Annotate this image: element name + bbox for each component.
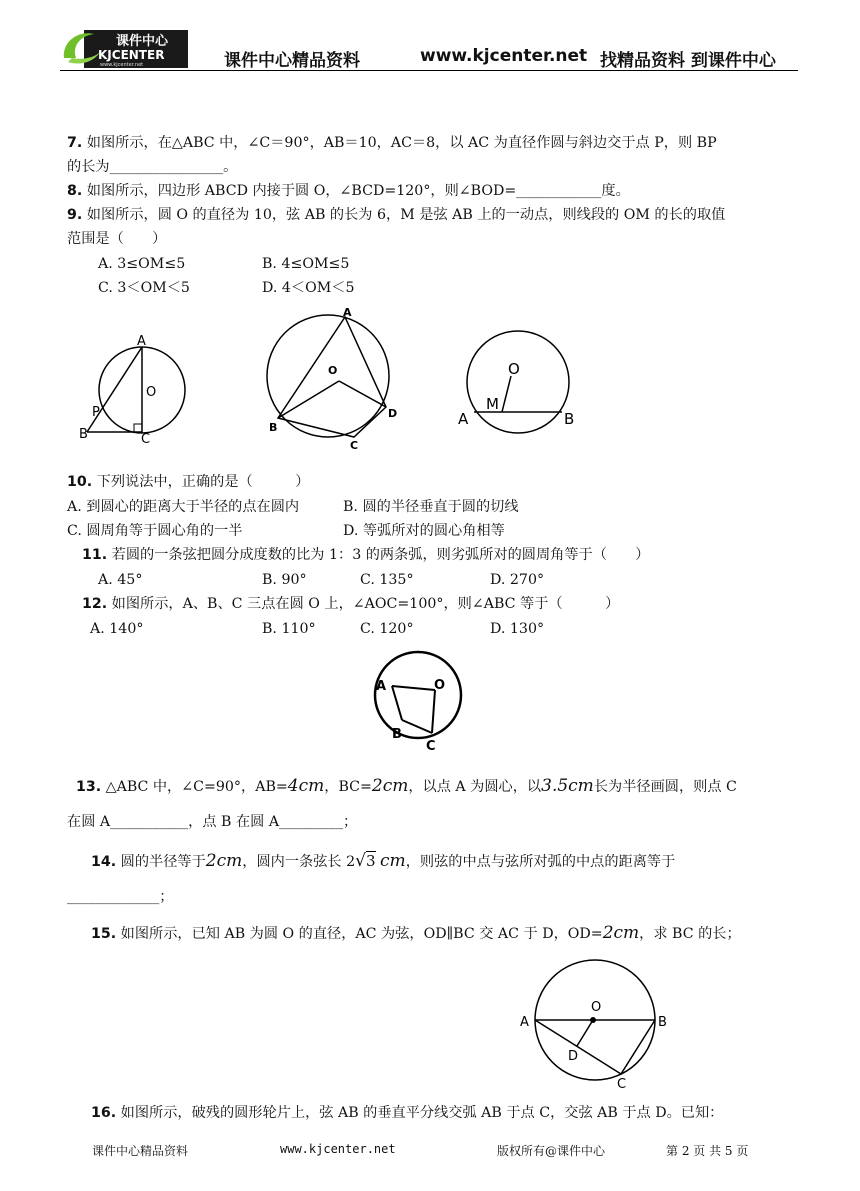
fig15-label-d: D <box>568 1049 579 1064</box>
fig8-label-a: A <box>343 306 352 319</box>
footer-site-link[interactable]: www.kjcenter.net <box>280 1142 396 1156</box>
q13-value-ab: 4cm <box>287 776 325 796</box>
fig12-label-c: C <box>426 739 436 754</box>
fig7-label-b: B <box>79 427 88 442</box>
fig8-label-o: O <box>328 364 338 377</box>
header-left-text: 课件中心精品资料 <box>224 51 360 71</box>
q14-value-radius: 2cm <box>205 851 243 871</box>
fig12-label-b: B <box>392 727 402 742</box>
q10-option-b: B. 圆的半径垂直于圆的切线 <box>343 499 519 515</box>
fig9-label-a: A <box>458 410 469 428</box>
q14-part3: ，则弦的中点与弦所对弧的中点的距离等于 <box>405 854 676 870</box>
q7-number: 7. <box>67 135 83 151</box>
q10-stem-line <box>67 472 309 492</box>
q9-option-d: D. 4＜OM＜5 <box>262 280 355 296</box>
q11-option-a: A. 45° <box>98 572 143 588</box>
q15-line <box>91 923 741 944</box>
q11-option-d: D. 270° <box>490 572 545 588</box>
fig9-label-b: B <box>564 410 575 428</box>
fig15-chord-ac <box>535 1020 621 1074</box>
q15-value-od: 2cm <box>602 923 640 943</box>
fig12-segment-oc <box>432 690 435 733</box>
logo-en-text: KJCENTER <box>98 48 165 62</box>
footer-page-number: 第 2 页 共 5 页 <box>666 1144 749 1158</box>
footer-copyright: 版权所有@课件中心 <box>497 1144 606 1158</box>
fig12-segment-ab <box>392 686 402 720</box>
header-rule <box>60 70 798 71</box>
fig8-label-c: C <box>350 439 359 452</box>
q7-line2: 的长为________________。 <box>67 159 238 175</box>
q15-part1: 如图所示，已知 AB 为圆 O 的直径，AC 为弦，OD∥BC 交 AC 于 D，OD= <box>120 926 603 942</box>
fig15-label-o: O <box>591 1000 602 1015</box>
logo-cn-text: 课件中心 <box>116 34 169 49</box>
fig12-segment-ao <box>392 686 435 690</box>
fig9-label-o: O <box>508 360 520 378</box>
fig15-label-a: A <box>520 1015 529 1030</box>
q16-line <box>91 1103 723 1123</box>
q12-option-a: A. 140° <box>90 621 144 637</box>
q9-option-c: C. 3＜OM＜5 <box>98 280 190 296</box>
q12-option-d: D. 130° <box>490 621 545 637</box>
q11-option-b: B. 90° <box>262 572 307 588</box>
fig12-label-a: A <box>376 679 387 694</box>
q14-sqrt-value: 3 <box>365 852 376 870</box>
logo-graphic <box>60 28 188 70</box>
header-site-link[interactable]: www.kjcenter.net <box>420 46 588 66</box>
fig15-segment-od <box>577 1020 593 1046</box>
q14-part1: 圆的半径等于 <box>120 854 206 870</box>
q8-text: 如图所示，四边形 ABCD 内接于圆 O，∠BCD=120°，则∠BOD=____________度。 <box>86 183 630 199</box>
fig15-label-c: C <box>617 1077 627 1092</box>
q13-part2: ，BC= <box>324 779 372 795</box>
q13-number: 13. <box>76 779 102 795</box>
fig8-label-b: B <box>269 421 278 434</box>
q11-number: 11. <box>82 547 108 563</box>
q14-line2: _____________； <box>67 889 174 905</box>
q15-number: 15. <box>91 926 117 942</box>
q12-option-c: C. 120° <box>360 621 414 637</box>
q8-line <box>67 181 630 201</box>
fig12-label-o: O <box>434 678 446 693</box>
q15-part2: ，求 BC 的长； <box>639 926 741 942</box>
fig9-label-m: M <box>486 395 499 413</box>
q12-option-b: B. 110° <box>262 621 316 637</box>
q13-value-bc: 2cm <box>371 776 409 796</box>
q11-stem-line <box>82 545 649 565</box>
q10-option-c: C. 圆周角等于圆心角的一半 <box>67 523 243 539</box>
q16-number: 16. <box>91 1105 117 1121</box>
figure-q7 <box>75 330 225 450</box>
logo-url-text: www.kjcenter.net <box>100 62 144 68</box>
fig12-segment-bc <box>402 720 432 733</box>
fig8-label-d: D <box>388 407 398 420</box>
fig7-label-c: C <box>141 432 151 447</box>
header-right-text: 找精品资料 到课件中心 <box>600 51 776 71</box>
q14-number: 14. <box>91 854 117 870</box>
q14-line1 <box>91 851 675 872</box>
q10-number: 10. <box>67 474 93 490</box>
q10-stem: 下列说法中，正确的是（ ） <box>96 474 310 490</box>
q12-stem-line <box>82 594 619 614</box>
q10-option-d: D. 等弧所对的圆心角相等 <box>343 523 505 539</box>
q14-sqrt-sign: √ <box>355 851 366 871</box>
fig8-segment-od <box>339 381 386 407</box>
q9-line1 <box>67 205 725 225</box>
fig12-circle <box>375 652 461 738</box>
fig8-quadrilateral <box>278 317 386 437</box>
q13-line1 <box>76 776 737 797</box>
figure-q12 <box>372 645 472 755</box>
q9-option-a: A. 3≤OM≤5 <box>98 256 186 272</box>
q7-text: 如图所示，在△ABC 中，∠C＝90°，AB＝10，AC＝8，以 AC 为直径作圆与斜边交于点 P，则 BP <box>86 135 717 151</box>
fig15-chord-bc <box>621 1020 655 1074</box>
q13-part1: △ABC 中，∠C=90°，AB= <box>105 779 288 795</box>
fig15-label-b: B <box>658 1015 667 1030</box>
q12-number: 12. <box>82 596 108 612</box>
q9-option-b: B. 4≤OM≤5 <box>262 256 350 272</box>
q16-text: 如图所示，破残的圆形轮片上，弦 AB 的垂直平分线交弧 AB 于点 C，交弦 AB 于点 D。已知： <box>120 1105 724 1121</box>
fig15-center-dot <box>590 1017 596 1023</box>
kjcenter-logo <box>60 28 188 70</box>
q13-part3: ，以点 A 为圆心，以 <box>408 779 542 795</box>
q8-number: 8. <box>67 183 83 199</box>
q14-unit: cm <box>380 851 406 871</box>
q11-stem: 若圆的一条弦把圆分成度数的比为 1：3 的两条弧，则劣弧所对的圆周角等于（ ） <box>111 547 650 563</box>
q13-value-radius: 3.5cm <box>541 776 594 796</box>
figure-q8 <box>258 303 408 453</box>
fig7-label-a: A <box>137 334 146 349</box>
footer-left-text: 课件中心精品资料 <box>92 1144 189 1158</box>
q13-line2: 在圆 A___________，点 B 在圆 A_________； <box>67 814 358 830</box>
q14-part2: ，圆内一条弦长 2 <box>242 854 356 870</box>
fig7-label-p: P <box>92 405 100 420</box>
q10-option-a: A. 到圆心的距离大于半径的点在圆内 <box>67 499 300 515</box>
fig9-segment-om <box>502 376 511 412</box>
q9-line2: 范围是（ ） <box>67 231 167 247</box>
figure-q9 <box>450 330 590 440</box>
fig7-label-o: O <box>146 385 157 400</box>
q11-option-c: C. 135° <box>360 572 414 588</box>
q7-line1 <box>67 133 717 153</box>
q13-part4: 长为半径画圆，则点 C <box>593 779 737 795</box>
q9-text: 如图所示，圆 O 的直径为 10，弦 AB 的长为 6，M 是弦 AB 上的一动点，则线段的 OM 的长的取值 <box>86 207 726 223</box>
fig7-right-angle-mark <box>134 424 142 432</box>
fig9-circle <box>467 331 569 433</box>
q9-number: 9. <box>67 207 83 223</box>
q12-stem: 如图所示，A、B、C 三点在圆 O 上，∠AOC=100°，则∠ABC 等于（ ） <box>111 596 620 612</box>
fig8-segment-ob <box>278 381 339 418</box>
figure-q15 <box>515 955 685 1095</box>
